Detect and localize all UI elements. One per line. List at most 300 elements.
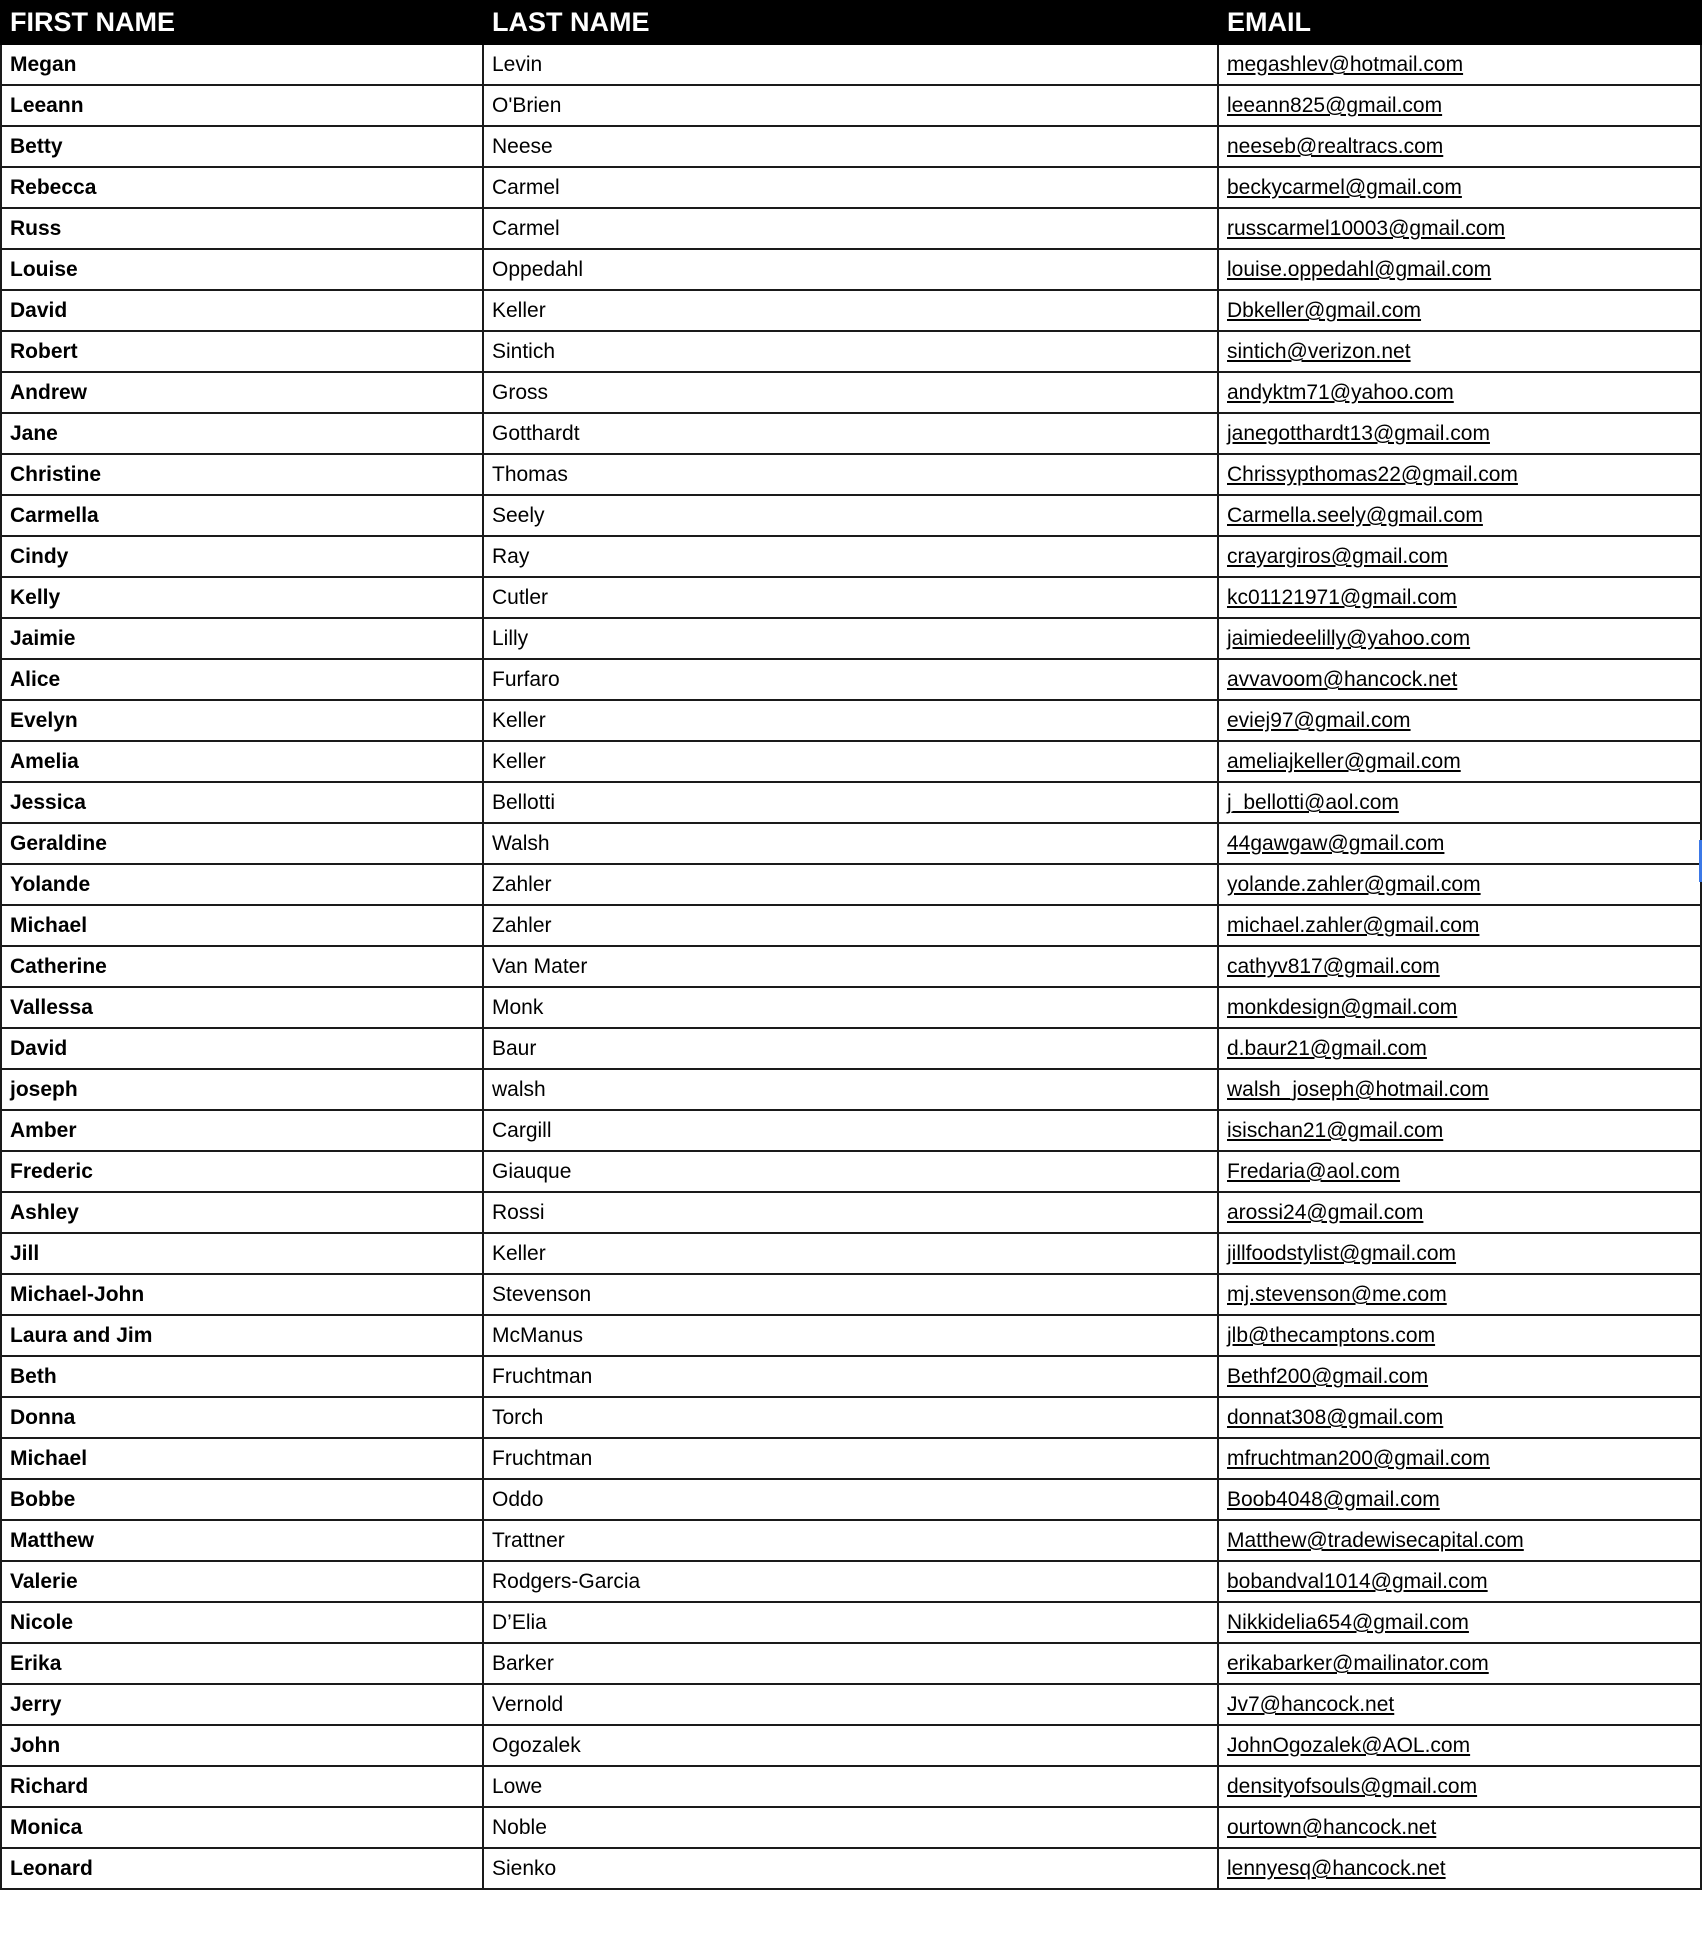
first-name-cell[interactable] (1, 1561, 483, 1602)
last-name: Oddo (492, 1488, 544, 1511)
email-link[interactable]: mfruchtman200@gmail.com (1227, 1447, 1490, 1470)
table-row (1, 413, 1701, 454)
email-link[interactable]: andyktm71@yahoo.com (1227, 381, 1454, 404)
table-row (1, 85, 1701, 126)
email-cell[interactable] (1218, 700, 1701, 741)
first-name: Richard (10, 1775, 89, 1798)
last-name: Cutler (492, 586, 549, 609)
first-name: Evelyn (10, 709, 78, 732)
last-name-cell[interactable] (483, 1602, 1218, 1643)
table-row (1, 1438, 1701, 1479)
first-name-cell[interactable] (1, 1684, 483, 1725)
last-name: Fruchtman (492, 1447, 593, 1470)
table-row (1, 1233, 1701, 1274)
email-cell[interactable] (1218, 1684, 1701, 1725)
first-name: Laura and Jim (10, 1324, 153, 1347)
last-name-cell[interactable] (483, 1520, 1218, 1561)
table-row (1, 1561, 1701, 1602)
first-name-cell[interactable] (1, 167, 483, 208)
last-name: McManus (492, 1324, 584, 1347)
table-row (1, 577, 1701, 618)
last-name: Trattner (492, 1529, 565, 1552)
last-name: Zahler (492, 873, 552, 896)
email-link[interactable]: jillfoodstylist@gmail.com (1227, 1242, 1457, 1265)
email-cell[interactable] (1218, 823, 1701, 864)
first-name-cell[interactable] (1, 85, 483, 126)
email-cell[interactable] (1218, 372, 1701, 413)
last-name: Barker (492, 1652, 554, 1675)
first-name-cell[interactable] (1, 946, 483, 987)
first-name-cell[interactable] (1, 1602, 483, 1643)
email-cell[interactable] (1218, 1233, 1701, 1274)
email-link[interactable]: walsh_joseph@hotmail.com (1227, 1078, 1489, 1101)
email-cell[interactable] (1218, 1192, 1701, 1233)
email-cell[interactable] (1218, 249, 1701, 290)
last-name: Fruchtman (492, 1365, 593, 1388)
first-name: Rebecca (10, 176, 97, 199)
first-name-cell[interactable] (1, 1274, 483, 1315)
first-name-cell[interactable] (1, 536, 483, 577)
last-name: Carmel (492, 176, 560, 199)
table-row (1, 1520, 1701, 1561)
last-name-cell[interactable] (483, 1766, 1218, 1807)
last-name-cell[interactable] (483, 905, 1218, 946)
last-name: Gross (492, 381, 549, 404)
table-row (1, 1479, 1701, 1520)
email-cell[interactable] (1218, 1315, 1701, 1356)
last-name-cell[interactable] (483, 823, 1218, 864)
first-name: Russ (10, 217, 62, 240)
header-row (1, 1, 1701, 44)
last-name-cell[interactable] (483, 1069, 1218, 1110)
email-link[interactable]: d.baur21@gmail.com (1227, 1037, 1427, 1060)
last-name-cell[interactable] (483, 987, 1218, 1028)
first-name-cell[interactable] (1, 1807, 483, 1848)
first-name: Leeann (10, 94, 84, 117)
email-cell[interactable] (1218, 1807, 1701, 1848)
first-name: Donna (10, 1406, 76, 1429)
email-cell[interactable] (1218, 413, 1701, 454)
first-name: Jessica (10, 791, 86, 814)
table-row (1, 1807, 1701, 1848)
last-name-cell[interactable] (483, 1561, 1218, 1602)
table-row (1, 1110, 1701, 1151)
table-row (1, 659, 1701, 700)
last-name: Keller (492, 750, 546, 773)
first-name: Megan (10, 53, 77, 76)
last-name: Rodgers-Garcia (492, 1570, 641, 1593)
first-name-cell[interactable] (1, 1479, 483, 1520)
email-link[interactable]: Chrissypthomas22@gmail.com (1227, 463, 1518, 486)
first-name: Michael (10, 914, 88, 937)
email-link[interactable]: Nikkidelia654@gmail.com (1227, 1611, 1469, 1634)
last-name: Noble (492, 1816, 547, 1839)
first-name-cell[interactable] (1, 618, 483, 659)
email-cell[interactable] (1218, 1069, 1701, 1110)
last-name-cell[interactable] (483, 1807, 1218, 1848)
email-cell[interactable] (1218, 331, 1701, 372)
email-link[interactable]: avvavoom@hancock.net (1227, 668, 1458, 691)
first-name-cell[interactable] (1, 1643, 483, 1684)
email-cell[interactable] (1218, 864, 1701, 905)
first-name-cell[interactable] (1, 1110, 483, 1151)
last-name-cell[interactable] (483, 1233, 1218, 1274)
email-cell[interactable] (1218, 577, 1701, 618)
first-name: Amelia (10, 750, 79, 773)
table-row (1, 1151, 1701, 1192)
first-name: Michael (10, 1447, 88, 1470)
email-cell[interactable] (1218, 454, 1701, 495)
last-name: Monk (492, 996, 544, 1019)
email-link[interactable]: lennyesq@hancock.net (1227, 1857, 1446, 1880)
email-link[interactable]: erikabarker@mailinator.com (1227, 1652, 1489, 1675)
first-name-cell[interactable] (1, 1233, 483, 1274)
email-link[interactable]: crayargiros@gmail.com (1227, 545, 1448, 568)
email-link[interactable]: Matthew@tradewisecapital.com (1227, 1529, 1524, 1552)
email-cell[interactable] (1218, 126, 1701, 167)
last-name-cell[interactable] (483, 659, 1218, 700)
last-name-cell[interactable] (483, 1848, 1218, 1889)
email-cell[interactable] (1218, 1520, 1701, 1561)
email-link[interactable]: Dbkeller@gmail.com (1227, 299, 1422, 322)
last-name-cell[interactable] (483, 700, 1218, 741)
first-name: Alice (10, 668, 61, 691)
email-link[interactable]: 44gawgaw@gmail.com (1227, 832, 1445, 855)
last-name: Gotthardt (492, 422, 580, 445)
email-link[interactable]: densityofsouls@gmail.com (1227, 1775, 1478, 1798)
table-row (1, 700, 1701, 741)
email-cell[interactable] (1218, 905, 1701, 946)
table-row (1, 1725, 1701, 1766)
email-cell[interactable] (1218, 1274, 1701, 1315)
last-name-cell[interactable] (483, 249, 1218, 290)
header-first-name[interactable]: FIRST NAME (1, 1, 483, 44)
last-name-cell[interactable] (483, 1151, 1218, 1192)
first-name: Betty (10, 135, 63, 158)
table-row (1, 290, 1701, 331)
email-link[interactable]: yolande.zahler@gmail.com (1227, 873, 1481, 896)
last-name-cell[interactable] (483, 1192, 1218, 1233)
last-name-cell[interactable] (483, 782, 1218, 823)
email-link[interactable]: Carmella.seely@gmail.com (1227, 504, 1483, 527)
email-link[interactable]: michael.zahler@gmail.com (1227, 914, 1480, 937)
table-row (1, 208, 1701, 249)
last-name-cell[interactable] (483, 1684, 1218, 1725)
email-cell[interactable] (1218, 1438, 1701, 1479)
first-name: Catherine (10, 955, 107, 978)
first-name: Louise (10, 258, 78, 281)
email-cell[interactable] (1218, 85, 1701, 126)
email-link[interactable]: arossi24@gmail.com (1227, 1201, 1424, 1224)
last-name: Keller (492, 299, 546, 322)
last-name-cell[interactable] (483, 1479, 1218, 1520)
last-name: Keller (492, 709, 546, 732)
last-name-cell[interactable] (483, 618, 1218, 659)
first-name: Geraldine (10, 832, 107, 855)
email-link[interactable]: jaimiedeelilly@yahoo.com (1227, 627, 1471, 650)
first-name: David (10, 1037, 68, 1060)
first-name-cell[interactable] (1, 454, 483, 495)
header-last-name[interactable]: LAST NAME (483, 1, 1218, 44)
last-name-cell[interactable] (483, 741, 1218, 782)
first-name-cell[interactable] (1, 987, 483, 1028)
header-email[interactable]: EMAIL (1218, 1, 1701, 44)
email-cell[interactable] (1218, 1725, 1701, 1766)
first-name-cell[interactable] (1, 1315, 483, 1356)
last-name: Torch (492, 1406, 544, 1429)
email-link[interactable]: isischan21@gmail.com (1227, 1119, 1444, 1142)
email-link[interactable]: Jv7@hancock.net (1227, 1693, 1395, 1716)
email-link[interactable]: russcarmel10003@gmail.com (1227, 217, 1506, 240)
last-name: Keller (492, 1242, 546, 1265)
email-cell[interactable] (1218, 618, 1701, 659)
first-name-cell[interactable] (1, 1151, 483, 1192)
last-name-cell[interactable] (483, 372, 1218, 413)
email-cell[interactable] (1218, 1110, 1701, 1151)
first-name-cell[interactable] (1, 577, 483, 618)
first-name: Kelly (10, 586, 61, 609)
email-cell[interactable] (1218, 495, 1701, 536)
last-name: Giauque (492, 1160, 572, 1183)
first-name: Monica (10, 1816, 83, 1839)
email-cell[interactable] (1218, 1356, 1701, 1397)
last-name: Ogozalek (492, 1734, 581, 1757)
last-name-cell[interactable] (483, 1028, 1218, 1069)
email-link[interactable]: ourtown@hancock.net (1227, 1816, 1437, 1839)
email-link[interactable]: leeann825@gmail.com (1227, 94, 1443, 117)
last-name: Stevenson (492, 1283, 592, 1306)
table-row (1, 946, 1701, 987)
last-name: Lowe (492, 1775, 543, 1798)
first-name-cell[interactable] (1, 495, 483, 536)
first-name-cell[interactable] (1, 700, 483, 741)
table-row (1, 741, 1701, 782)
last-name-cell[interactable] (483, 44, 1218, 85)
last-name-cell[interactable] (483, 946, 1218, 987)
email-cell[interactable] (1218, 1479, 1701, 1520)
first-name: Beth (10, 1365, 57, 1388)
email-link[interactable]: monkdesign@gmail.com (1227, 996, 1458, 1019)
email-link[interactable]: jlb@thecamptons.com (1227, 1324, 1436, 1347)
first-name-cell[interactable] (1, 905, 483, 946)
first-name: Robert (10, 340, 78, 363)
first-name: joseph (10, 1078, 78, 1101)
first-name-cell[interactable] (1, 782, 483, 823)
last-name: Sintich (492, 340, 556, 363)
last-name-cell[interactable] (483, 454, 1218, 495)
last-name: Furfaro (492, 668, 560, 691)
last-name: Rossi (492, 1201, 545, 1224)
last-name-cell[interactable] (483, 413, 1218, 454)
table-row (1, 249, 1701, 290)
first-name-cell[interactable] (1, 208, 483, 249)
first-name-cell[interactable] (1, 372, 483, 413)
table-row (1, 167, 1701, 208)
last-name-cell[interactable] (483, 290, 1218, 331)
first-name: Jane (10, 422, 58, 445)
last-name: walsh (492, 1078, 546, 1101)
first-name-cell[interactable] (1, 331, 483, 372)
first-name: Jaimie (10, 627, 76, 650)
table-row (1, 782, 1701, 823)
first-name-cell[interactable] (1, 1397, 483, 1438)
first-name-cell[interactable] (1, 1028, 483, 1069)
first-name-cell[interactable] (1, 823, 483, 864)
email-cell[interactable] (1218, 1397, 1701, 1438)
first-name: Carmella (10, 504, 99, 527)
last-name-cell[interactable] (483, 1356, 1218, 1397)
email-cell[interactable] (1218, 1602, 1701, 1643)
email-cell[interactable] (1218, 208, 1701, 249)
table-row (1, 1766, 1701, 1807)
first-name-cell[interactable] (1, 1766, 483, 1807)
email-cell[interactable] (1218, 987, 1701, 1028)
first-name-cell[interactable] (1, 1438, 483, 1479)
last-name: Seely (492, 504, 545, 527)
table-row (1, 1684, 1701, 1725)
email-cell[interactable] (1218, 1561, 1701, 1602)
first-name: Leonard (10, 1857, 93, 1880)
table-row (1, 331, 1701, 372)
table-row (1, 1069, 1701, 1110)
email-link[interactable]: donnat308@gmail.com (1227, 1406, 1444, 1429)
table-row (1, 44, 1701, 85)
first-name: Vallessa (10, 996, 93, 1019)
email-link[interactable]: Boob4048@gmail.com (1227, 1488, 1440, 1511)
table-row (1, 1192, 1701, 1233)
email-link[interactable]: Fredaria@aol.com (1227, 1160, 1401, 1183)
first-name-cell[interactable] (1, 249, 483, 290)
email-cell[interactable] (1218, 1643, 1701, 1684)
first-name-cell[interactable] (1, 1520, 483, 1561)
table-row (1, 1356, 1701, 1397)
email-link[interactable]: neeseb@realtracs.com (1227, 135, 1444, 158)
first-name: Christine (10, 463, 102, 486)
last-name-cell[interactable] (483, 1643, 1218, 1684)
first-name: Frederic (10, 1160, 93, 1183)
first-name-cell[interactable] (1, 290, 483, 331)
table-row (1, 126, 1701, 167)
last-name: Zahler (492, 914, 552, 937)
first-name-cell[interactable] (1, 741, 483, 782)
last-name-cell[interactable] (483, 167, 1218, 208)
table-row (1, 1315, 1701, 1356)
table-row (1, 1602, 1701, 1643)
email-link[interactable]: bobandval1014@gmail.com (1227, 1570, 1488, 1593)
first-name-cell[interactable] (1, 864, 483, 905)
last-name: Levin (492, 53, 543, 76)
email-link[interactable]: mj.stevenson@me.com (1227, 1283, 1447, 1306)
last-name: D’Elia (492, 1611, 547, 1634)
last-name: Sienko (492, 1857, 557, 1880)
first-name: Cindy (10, 545, 69, 568)
last-name-cell[interactable] (483, 536, 1218, 577)
first-name: Amber (10, 1119, 77, 1142)
last-name: Carmel (492, 217, 560, 240)
table-row (1, 495, 1701, 536)
email-link[interactable]: beckycarmel@gmail.com (1227, 176, 1462, 199)
first-name: Bobbe (10, 1488, 76, 1511)
last-name-cell[interactable] (483, 495, 1218, 536)
last-name: Lilly (492, 627, 529, 650)
email-cell[interactable] (1218, 167, 1701, 208)
email-link[interactable]: cathyv817@gmail.com (1227, 955, 1440, 978)
email-link[interactable]: megashlev@hotmail.com (1227, 53, 1464, 76)
email-cell[interactable] (1218, 290, 1701, 331)
table-row (1, 1028, 1701, 1069)
first-name: Jerry (10, 1693, 62, 1716)
table-row (1, 1397, 1701, 1438)
last-name-cell[interactable] (483, 577, 1218, 618)
last-name-cell[interactable] (483, 1110, 1218, 1151)
table-row (1, 454, 1701, 495)
first-name-cell[interactable] (1, 413, 483, 454)
table-row (1, 618, 1701, 659)
last-name-cell[interactable] (483, 1274, 1218, 1315)
email-link[interactable]: Bethf200@gmail.com (1227, 1365, 1429, 1388)
email-link[interactable]: eviej97@gmail.com (1227, 709, 1411, 732)
first-name-cell[interactable] (1, 126, 483, 167)
first-name-cell[interactable] (1, 1848, 483, 1889)
first-name: John (10, 1734, 61, 1757)
email-cell[interactable] (1218, 946, 1701, 987)
email-cell[interactable] (1218, 782, 1701, 823)
email-cell[interactable] (1218, 1028, 1701, 1069)
email-link[interactable]: louise.oppedahl@gmail.com (1227, 258, 1492, 281)
table-row (1, 864, 1701, 905)
last-name: Van Mater (492, 955, 588, 978)
last-name-cell[interactable] (483, 331, 1218, 372)
first-name-cell[interactable] (1, 44, 483, 85)
last-name: Baur (492, 1037, 537, 1060)
email-cell[interactable] (1218, 741, 1701, 782)
last-name-cell[interactable] (483, 1397, 1218, 1438)
last-name-cell[interactable] (483, 126, 1218, 167)
last-name-cell[interactable] (483, 1315, 1218, 1356)
table-row (1, 905, 1701, 946)
first-name-cell[interactable] (1, 1192, 483, 1233)
email-link[interactable]: sintich@verizon.net (1227, 340, 1411, 363)
table-row (1, 536, 1701, 577)
first-name: Erika (10, 1652, 62, 1675)
table-row (1, 1274, 1701, 1315)
email-link[interactable]: JohnOgozalek@AOL.com (1227, 1734, 1471, 1757)
email-link[interactable]: kc01121971@gmail.com (1227, 586, 1457, 609)
first-name-cell[interactable] (1, 1725, 483, 1766)
email-cell[interactable] (1218, 659, 1701, 700)
last-name-cell[interactable] (483, 1438, 1218, 1479)
table-row (1, 1643, 1701, 1684)
last-name-cell[interactable] (483, 864, 1218, 905)
email-cell[interactable] (1218, 536, 1701, 577)
last-name: Vernold (492, 1693, 564, 1716)
email-cell[interactable] (1218, 1848, 1701, 1889)
email-cell[interactable] (1218, 1151, 1701, 1192)
email-link[interactable]: ameliajkeller@gmail.com (1227, 750, 1461, 773)
last-name-cell[interactable] (483, 85, 1218, 126)
first-name-cell[interactable] (1, 659, 483, 700)
email-cell[interactable] (1218, 44, 1701, 85)
first-name-cell[interactable] (1, 1356, 483, 1397)
table-row (1, 1848, 1701, 1889)
last-name-cell[interactable] (483, 1725, 1218, 1766)
last-name-cell[interactable] (483, 208, 1218, 249)
first-name-cell[interactable] (1, 1069, 483, 1110)
last-name: Neese (492, 135, 553, 158)
email-cell[interactable] (1218, 1766, 1701, 1807)
email-link[interactable]: j_bellotti@aol.com (1227, 791, 1399, 814)
email-link[interactable]: janegotthardt13@gmail.com (1227, 422, 1490, 445)
